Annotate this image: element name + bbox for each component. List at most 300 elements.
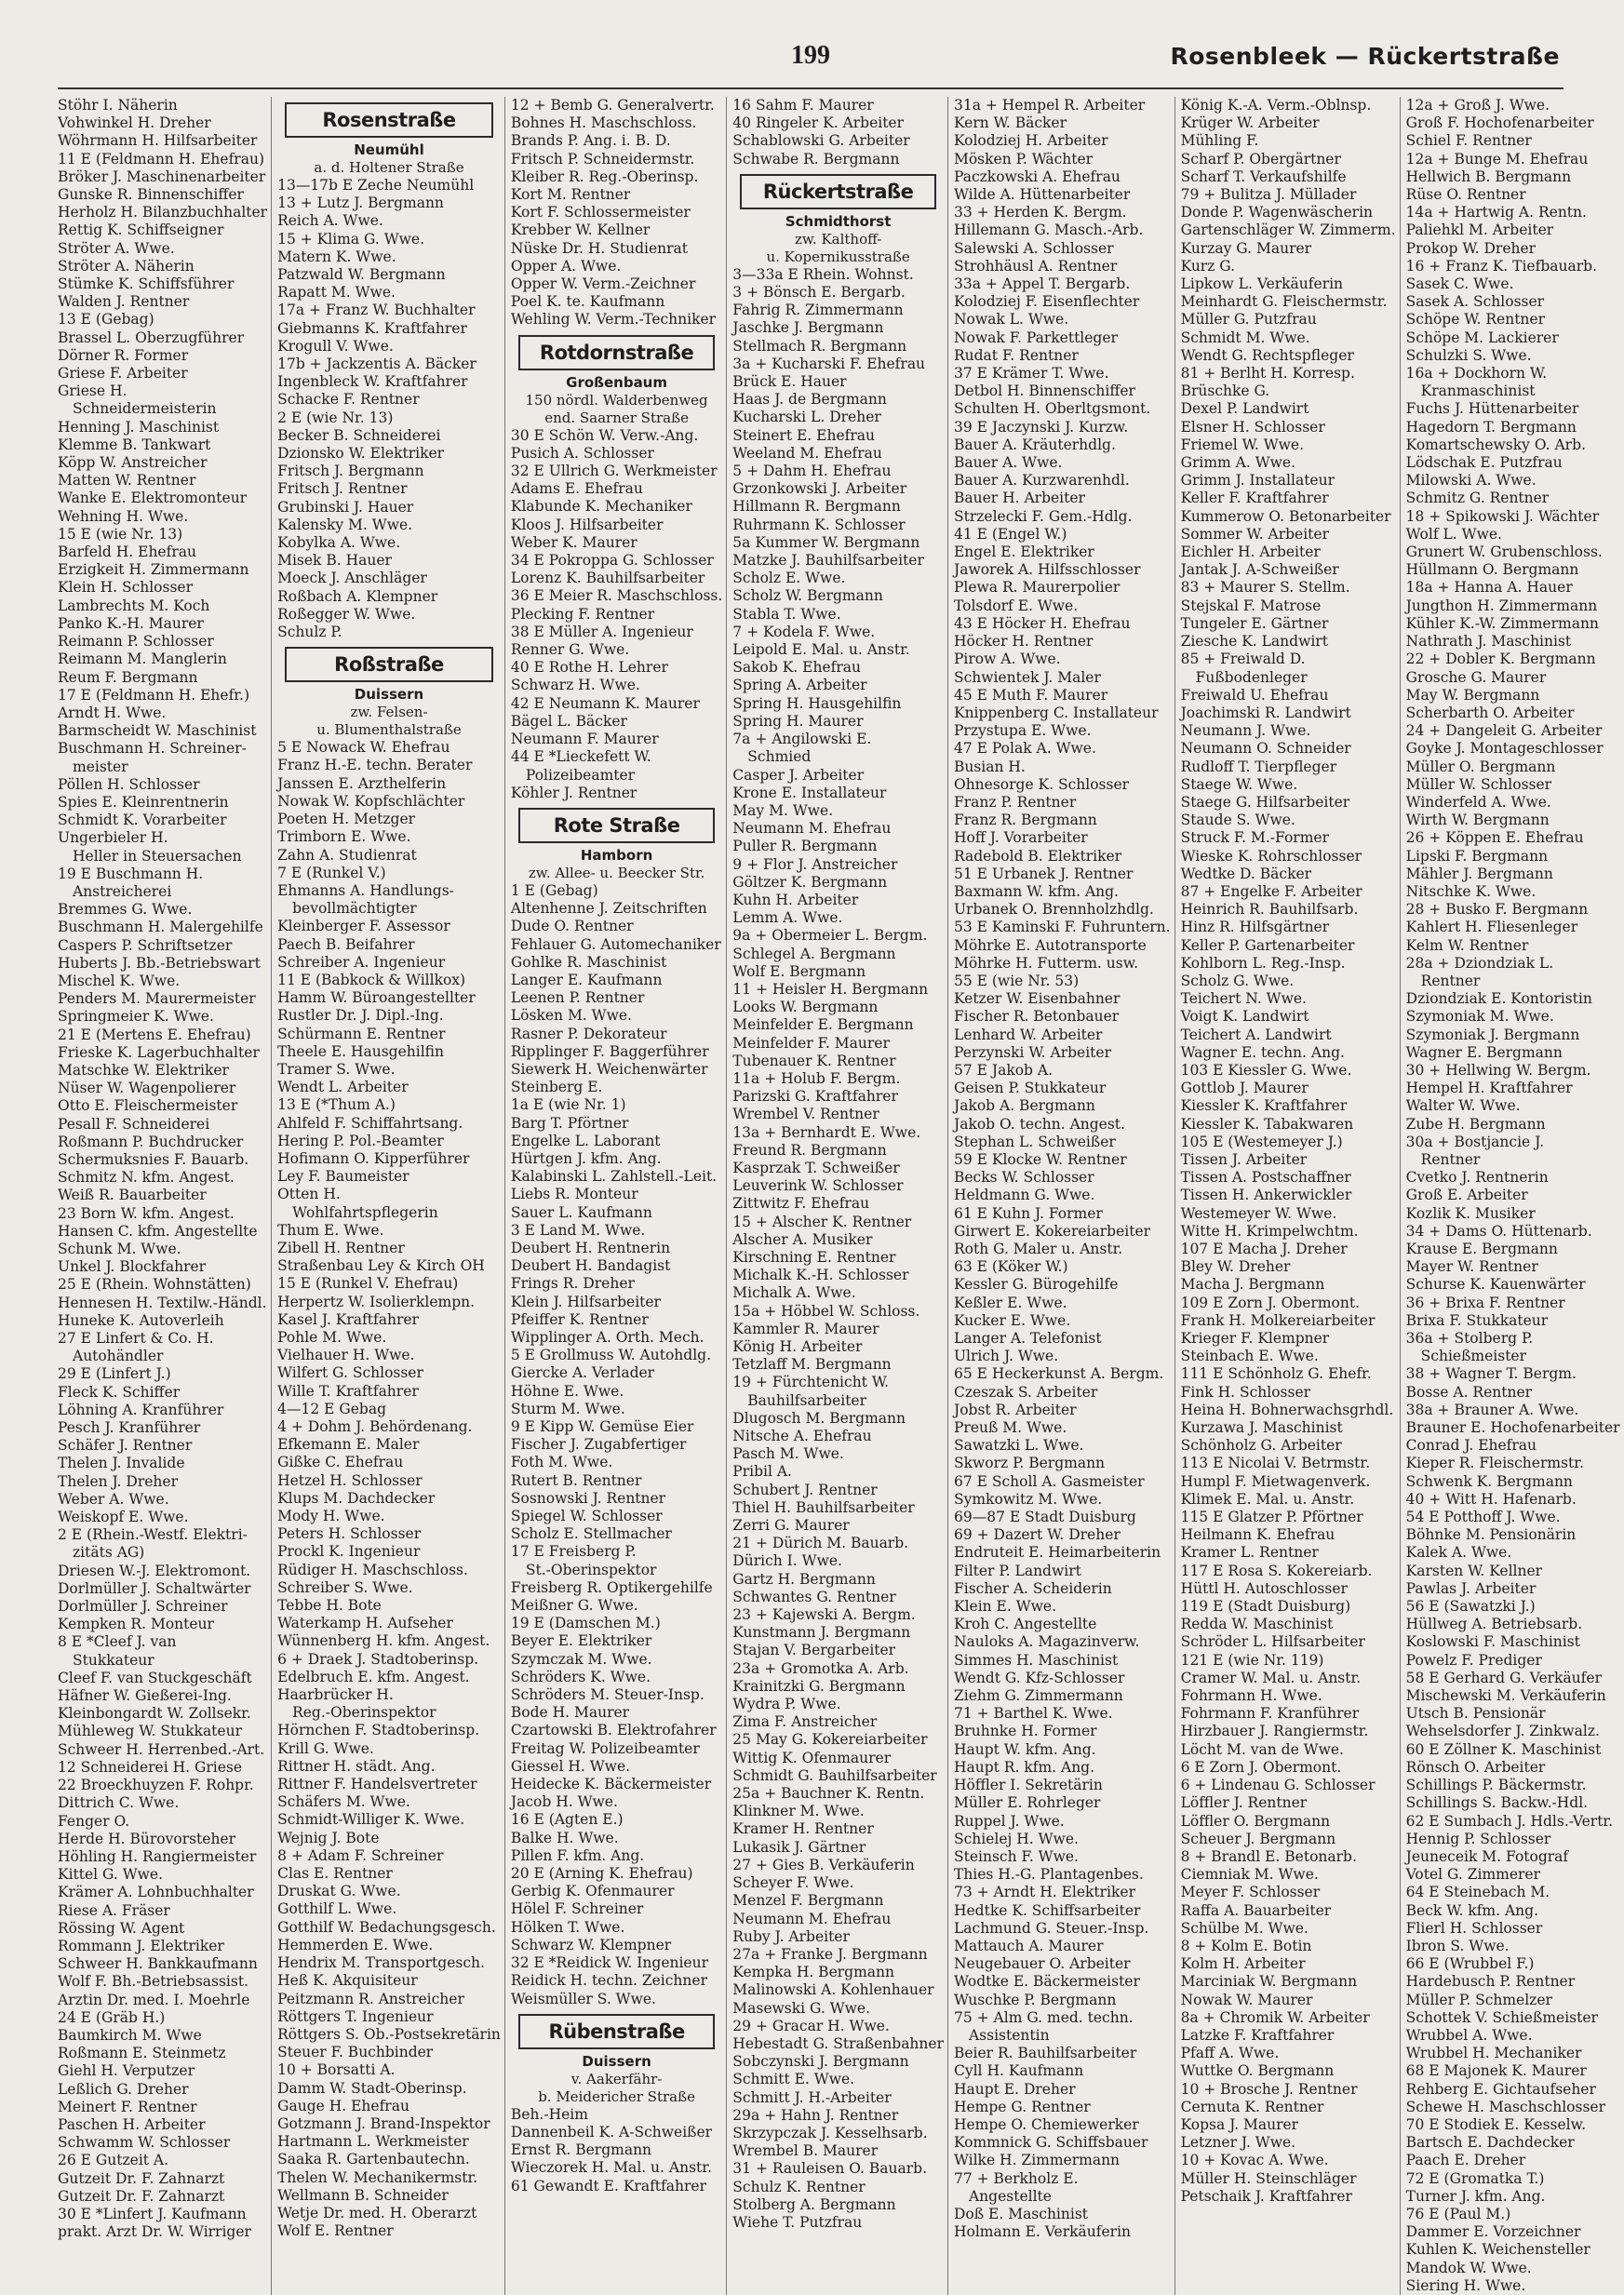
directory-entry: Thies H.-G. Plantagenbes.	[953, 1866, 1144, 1884]
directory-entry: 38 + Wagner T. Bergm.	[1405, 1365, 1577, 1383]
directory-column	[277, 97, 505, 2295]
directory-entry: Schmidt M. Wwe.	[1180, 329, 1310, 346]
directory-entry: Wilde A. Hüttenarbeiter	[953, 186, 1131, 204]
directory-entry: Erzigkeit H. Zimmermann	[58, 561, 249, 579]
directory-entry: Tungeler E. Gärtner	[1180, 614, 1329, 632]
directory-entry: Rönsch O. Arbeiter	[1405, 1758, 1546, 1776]
directory-entry: Scholz E. Stellmacher	[510, 1525, 672, 1543]
directory-entry: Deubert H. Rentnerin	[510, 1239, 671, 1256]
directory-entry: Freitag W. Polizeibeamter	[510, 1739, 700, 1757]
directory-entry: Siewerk H. Weichenwärter	[510, 1060, 708, 1078]
directory-entry: Matten W. Rentner	[58, 472, 196, 490]
directory-entry: Dlugosch M. Bergmann	[732, 1409, 906, 1427]
directory-entry: Hürtgen J. kfm. Ang.	[510, 1149, 662, 1167]
directory-entry: 5 + Dahm H. Ehefrau	[732, 463, 892, 480]
directory-entry: Köhler J. Rentner	[510, 784, 638, 801]
directory-entry: Votel G. Zimmerer	[1405, 1866, 1541, 1884]
directory-entry: meister	[73, 758, 128, 775]
directory-entry: 56 E (Sawatzki J.)	[1405, 1598, 1536, 1616]
directory-entry: Hinz R. Hilfsgärtner	[1180, 919, 1330, 936]
directory-entry: Salewski A. Schlosser	[953, 239, 1114, 257]
directory-entry: Huneke K. Autoverleih	[58, 1311, 224, 1329]
directory-entry: Gauge H. Ehefrau	[277, 2097, 409, 2114]
directory-entry: Poeten H. Metzger	[277, 811, 416, 828]
directory-entry: 19 + Fürchtenicht W.	[732, 1374, 889, 1391]
directory-entry: 2 E (wie Nr. 13)	[277, 409, 394, 426]
directory-entry: Hillmann R. Bergmann	[732, 498, 901, 516]
directory-entry: Lenhard W. Arbeiter	[953, 1026, 1103, 1043]
directory-entry: Wünnenberg H. kfm. Angest.	[277, 1632, 490, 1650]
directory-entry: Schubert J. Rentner	[732, 1481, 878, 1498]
directory-entry: Hemmerden E. Wwe.	[277, 1936, 434, 1953]
directory-entry: Jungthon H. Zimmermann	[1405, 597, 1598, 614]
directory-entry: Baxmann W. kfm. Ang.	[953, 882, 1119, 900]
directory-entry: Spring H. Hausgehilfin	[732, 694, 902, 712]
directory-entry: 37 E Krämer T. Wwe.	[953, 365, 1109, 382]
directory-entry: Wetje Dr. med. H. Oberarzt	[277, 2204, 477, 2221]
directory-entry: Klein E. Wwe.	[953, 1598, 1057, 1616]
directory-entry: Schießmeister	[1420, 1348, 1527, 1365]
directory-entry: 40 E Rothe H. Lehrer	[510, 659, 668, 677]
directory-entry: Mösken P. Wächter	[953, 150, 1094, 168]
directory-entry: Misek B. Hauer	[277, 552, 392, 570]
directory-entry: Franz P. Rentner	[953, 793, 1077, 811]
directory-entry: Sasek A. Schlosser	[1405, 293, 1545, 311]
directory-entry: 34 + Dams O. Hüttenarb.	[1405, 1222, 1592, 1240]
directory-entry: Fischer A. Scheiderin	[953, 1579, 1112, 1597]
directory-entry: Friemel W. Wwe.	[1180, 436, 1305, 453]
directory-entry: Langer E. Kaufmann	[510, 971, 663, 988]
directory-entry: Teichert N. Wwe.	[1180, 990, 1307, 1008]
directory-entry: Kroh C. Angestellte	[953, 1616, 1097, 1633]
directory-entry: Nüser W. Wagenpolierer	[58, 1080, 236, 1097]
directory-entry: Hüllweg A. Betriebsarb.	[1405, 1616, 1583, 1633]
directory-entry: 15 + Alscher K. Rentner	[732, 1213, 912, 1230]
directory-entry: Girwert E. Kokereiarbeiter	[953, 1222, 1151, 1240]
directory-entry: Roßmann P. Buchdrucker	[58, 1133, 244, 1150]
directory-entry: 26 + Köppen E. Ehefrau	[1405, 829, 1584, 847]
directory-entry: König K.-A. Verm.-Oblnsp.	[1180, 97, 1372, 114]
directory-entry: Baumkirch M. Wwe	[58, 2026, 202, 2044]
directory-entry: Rüdiger H. Maschschloss.	[277, 1561, 468, 1578]
directory-entry: Macha J. Bergmann	[1180, 1276, 1325, 1294]
directory-entry: Spring H. Maurer	[732, 712, 864, 730]
directory-entry: Nowak F. Parkettleger	[953, 329, 1118, 346]
directory-entry: Henning J. Maschinist	[58, 418, 220, 436]
directory-entry: Trimborn E. Wwe.	[277, 828, 411, 846]
directory-entry: Malinowski A. Kohlenhauer	[732, 1981, 934, 1999]
directory-entry: Brüschke G.	[1180, 382, 1270, 400]
directory-entry: 77 + Berkholz E.	[953, 2169, 1079, 2187]
directory-entry: Skworz P. Bergmann	[953, 1455, 1106, 1472]
directory-entry: Ulrich J. Wwe.	[953, 1348, 1059, 1365]
directory-entry: Peters H. Schlosser	[277, 1525, 422, 1543]
directory-entry: Pöllen H. Schlosser	[58, 775, 200, 793]
directory-entry: Wolf E. Rentner	[277, 2222, 394, 2240]
directory-entry: Hempel H. Kraftfahrer	[1405, 1080, 1573, 1097]
directory-entry: Barg T. Pförtner	[510, 1114, 629, 1132]
directory-entry: 9a + Obermeier L. Bergm.	[732, 927, 928, 945]
directory-entry: Sauer L. Kaufmann	[510, 1203, 652, 1221]
directory-entry: Pillen F. kfm. Ang.	[510, 1846, 645, 1864]
directory-entry: 13 E (*Thum A.)	[277, 1096, 396, 1114]
directory-entry: Jantak J. A-Schweißer	[1180, 561, 1339, 579]
page-header	[58, 41, 1564, 89]
directory-entry: Scheyer F. Wwe.	[732, 1874, 854, 1892]
directory-entry: Menzel F. Bergmann	[732, 1892, 884, 1910]
directory-entry: Steuer F. Buchbinder	[277, 2044, 434, 2061]
directory-entry: Langer A. Telefonist	[953, 1330, 1102, 1348]
directory-entry: Koslowski F. Maschinist	[1405, 1633, 1580, 1651]
directory-entry: Schmidt G. Bauhilfsarbeiter	[732, 1766, 937, 1784]
directory-entry: Unkel J. Blockfahrer	[58, 1258, 207, 1276]
directory-entry: Wendt G. Kfz-Schlosser	[953, 1669, 1125, 1686]
directory-entry: Wieske K. Rohrschlosser	[1180, 847, 1362, 865]
directory-entry: Paczkowski A. Ehefrau	[953, 168, 1121, 185]
directory-entry: Klein H. Schlosser	[58, 579, 194, 597]
directory-entry: Rapatt M. Wwe.	[277, 284, 396, 302]
directory-entry: 7a + Angilowski E.	[732, 731, 872, 748]
directory-entry: Weber A. Wwe.	[58, 1490, 169, 1508]
directory-entry: Penders M. Maurermeister	[58, 990, 256, 1008]
directory-entry: Kopsa J. Maurer	[1180, 2115, 1299, 2133]
directory-entry: Turner J. kfm. Ang.	[1405, 2187, 1546, 2205]
directory-entry: Stabla T. Wwe.	[732, 605, 841, 623]
directory-entry: Kittel G. Wwe.	[58, 1866, 164, 1884]
directory-entry: 12a + Bunge M. Ehefrau	[1405, 150, 1589, 168]
directory-entry: Höcker H. Rentner	[953, 633, 1094, 651]
directory-entry: Wille T. Kraftfahrer	[277, 1382, 419, 1400]
directory-entry: 6 + Draek J. Stadtoberinsp.	[277, 1650, 479, 1668]
directory-entry: Sommer W. Arbeiter	[1180, 525, 1329, 543]
directory-entry: Pasch M. Wwe.	[732, 1445, 844, 1463]
directory-entry: Beh.-Heim	[510, 2105, 588, 2123]
directory-entry: Kalensky M. Wwe.	[277, 516, 413, 533]
directory-entry: Witte H. Krimpelwchtm.	[1180, 1222, 1359, 1240]
directory-entry: Thelen W. Mechanikermstr.	[277, 2168, 478, 2186]
directory-entry: Schneidermeisterin	[73, 400, 217, 418]
directory-entry: Sobczynski J. Bergmann	[732, 2053, 909, 2071]
directory-entry: Pohle M. Wwe.	[277, 1328, 387, 1346]
directory-entry: 17 E Freisberg P.	[510, 1543, 637, 1561]
directory-entry: Arztin Dr. med. I. Moehrle	[58, 1991, 250, 2008]
directory-entry: Ketzer W. Eisenbahner	[953, 990, 1121, 1008]
directory-entry: Schewe H. Maschschlosser	[1405, 2098, 1605, 2115]
directory-entry: Thelen J. Dreher	[58, 1472, 178, 1490]
directory-entry: Bley W. Dreher	[1180, 1258, 1291, 1276]
directory-entry: 27a + Franke J. Bergmann	[732, 1945, 928, 1963]
directory-entry: Adams E. Ehefrau	[510, 480, 643, 498]
directory-entry: Haupt R. kfm. Ang.	[953, 1758, 1095, 1776]
directory-entry: 44 E *Lieckefett W.	[510, 748, 651, 766]
directory-entry: Wrubbel A. Wwe.	[1405, 2026, 1533, 2044]
directory-entry: Weiskopf E. Wwe.	[58, 1509, 189, 1526]
directory-entry: 105 E (Westemeyer J.)	[1180, 1133, 1343, 1150]
directory-entry: Schwarz H. Wwe.	[510, 677, 640, 694]
directory-entry: Schmitt E. Wwe.	[732, 2071, 855, 2088]
directory-entry: Patzwald W. Bergmann	[277, 266, 446, 284]
directory-entry: Krieger F. Klempner	[1180, 1330, 1330, 1348]
directory-entry: Dammer E. Vorzeichner	[1405, 2223, 1581, 2241]
directory-entry: Wohlfahrtspflegerin	[292, 1203, 438, 1221]
directory-entry: May W. Bergmann	[1405, 686, 1540, 704]
directory-entry: Becks W. Schlosser	[953, 1169, 1094, 1187]
directory-entry: Stümke K. Schiffsführer	[58, 275, 235, 293]
directory-entry: Schweer H. Bankkaufmann	[58, 1955, 258, 1973]
directory-entry: Kalabinski L. Zahlstell.-Leit.	[510, 1168, 718, 1186]
directory-entry: Hendrix M. Transportgesch.	[277, 1954, 485, 1972]
directory-entry: Wydra P. Wwe.	[732, 1696, 841, 1713]
directory-entry: Roßegger W. Wwe.	[277, 605, 416, 623]
directory-entry: 21 E (Mertens E. Ehefrau)	[58, 1026, 251, 1043]
directory-entry: Arndt H. Wwe.	[58, 704, 167, 721]
directory-entry: 36 E Meier R. Maschschloss.	[510, 587, 723, 605]
directory-entry: 5a Kummer W. Bergmann	[732, 533, 920, 551]
directory-entry: Wiehe T. Putzfrau	[732, 2213, 863, 2231]
directory-entry: Schottek V. Schießmeister	[1405, 2008, 1598, 2026]
directory-entry: Löhning A. Kranführer	[58, 1401, 224, 1418]
directory-entry: Czeszak S. Arbeiter	[953, 1383, 1098, 1401]
directory-entry: Hardebusch P. Rentner	[1405, 1973, 1576, 1991]
directory-entry: Dannenbeil K. A-Schweißer	[510, 2123, 713, 2141]
directory-entry: Opper W. Verm.-Zeichner	[510, 275, 696, 293]
directory-entry: Marciniak W. Bergmann	[1180, 1973, 1358, 1991]
directory-entry: Brauner E. Hochofenarbeiter	[1405, 1419, 1620, 1437]
street-location: v. Aakerfähr-	[570, 2070, 663, 2087]
directory-entry: 61 E Kuhn J. Former	[953, 1204, 1103, 1222]
directory-entry: Mühling F.	[1180, 132, 1259, 150]
directory-entry: Giercke A. Verlader	[510, 1364, 655, 1382]
directory-entry: Hennig P. Schlosser	[1405, 1830, 1551, 1847]
directory-entry: Wolf E. Bergmann	[732, 962, 866, 980]
directory-entry: Meinfelder F. Maurer	[732, 1034, 890, 1052]
directory-entry: 59 E Klocke W. Rentner	[953, 1150, 1127, 1168]
directory-entry: 38 E Müller A. Ingenieur	[510, 623, 693, 640]
directory-entry: Reum F. Bergmann	[58, 668, 198, 686]
directory-entry: Damm W. Stadt-Oberinsp.	[277, 2079, 467, 2097]
directory-entry: Kirschning E. Rentner	[732, 1248, 896, 1266]
directory-entry: 30a + Bostjancie J.	[1405, 1133, 1545, 1150]
directory-entry: Meyer F. Schlosser	[1180, 1884, 1321, 1901]
directory-entry: 11 E (Babkock & Willkox)	[277, 971, 466, 988]
directory-entry: Mayer W. Rentner	[1405, 1258, 1538, 1276]
directory-entry: Klinkner M. Wwe.	[732, 1803, 865, 1820]
directory-entry: Jeuneceik M. Fotograf	[1405, 1847, 1569, 1865]
directory-entry: Kern W. Bäcker	[953, 114, 1067, 132]
directory-entry: 25a + Bauchner K. Rentn.	[732, 1785, 925, 1803]
directory-entry: Giebmanns K. Kraftfahrer	[277, 319, 467, 337]
directory-entry: Hetzel H. Schlosser	[277, 1471, 423, 1489]
directory-entry: Stellmach R. Bergmann	[732, 337, 907, 355]
directory-entry: Hüttl H. Autoschlosser	[1180, 1579, 1348, 1597]
running-head: Rosenbleek — Rückertstraße	[1170, 43, 1560, 70]
directory-entry: 87 + Engelke F. Arbeiter	[1180, 882, 1362, 900]
directory-entry: Böhnke M. Pensionärin	[1405, 1526, 1577, 1544]
directory-entry: Liebs R. Monteur	[510, 1186, 638, 1203]
directory-entry: Hölel F. Schreiner	[510, 1900, 644, 1918]
directory-entry: Waterkamp H. Aufseher	[277, 1615, 453, 1632]
directory-entry: Gartenschläger W. Zimmerm.	[1180, 221, 1396, 239]
directory-entry: 30 + Hellwing W. Bergm.	[1405, 1061, 1591, 1079]
directory-entry: Müller H. Steinschläger	[1180, 2169, 1357, 2187]
directory-entry: Hempe G. Rentner	[953, 2098, 1091, 2115]
directory-entry: Struck F. M.-Former	[1180, 829, 1329, 847]
directory-entry: 51 E Urbanek J. Rentner	[953, 865, 1134, 882]
directory-entry: 23 Born W. kfm. Angest.	[58, 1204, 235, 1222]
directory-entry: Pfeiffer K. Rentner	[510, 1310, 649, 1328]
directory-entry: Ruppel J. Wwe.	[953, 1812, 1065, 1830]
directory-entry: Paech B. Beifahrer	[277, 935, 415, 953]
directory-entry: Schmidt K. Vorarbeiter	[58, 812, 227, 829]
directory-entry: Wendt G. Rechtspfleger	[1180, 346, 1354, 364]
directory-entry: Preuß M. Wwe.	[953, 1419, 1067, 1437]
directory-entry: Lambrechts M. Koch	[58, 597, 210, 614]
directory-entry: Zittwitz F. Ehefrau	[732, 1195, 870, 1213]
directory-entry: 28 + Busko F. Bergmann	[1405, 901, 1589, 919]
directory-entry: Ripplinger F. Baggerführer	[510, 1042, 709, 1060]
directory-entry: 3a + Kucharski F. Ehefrau	[732, 355, 926, 372]
directory-entry: Steinsch F. Wwe.	[953, 1847, 1079, 1865]
directory-entry: 40 Ringeler K. Arbeiter	[732, 114, 905, 132]
directory-entry: Weber K. Maurer	[510, 533, 638, 551]
street-heading: Rückertstraße	[740, 174, 936, 209]
directory-entry: Casper J. Arbeiter	[732, 766, 865, 784]
street-heading: Rotdornstraße	[518, 335, 715, 370]
directory-entry: Jaschke J. Bergmann	[732, 319, 884, 337]
directory-entry: Hoff J. Vorarbeiter	[953, 829, 1088, 847]
directory-entry: Kolodziej H. Arbeiter	[953, 132, 1108, 150]
directory-entry: Wendt L. Arbeiter	[277, 1079, 409, 1096]
directory-entry: Müller G. Putzfrau	[1180, 311, 1317, 329]
directory-entry: Hebestadt G. Straßenbahner	[732, 2034, 944, 2052]
directory-entry: Höhne E. Wwe.	[510, 1382, 624, 1400]
directory-entry: Hennesen H. Textilw.-Händl.	[58, 1294, 267, 1311]
directory-entry: Keller F. Kraftfahrer	[1180, 490, 1329, 507]
directory-entry: Wipplinger A. Orth. Mech.	[510, 1328, 705, 1346]
directory-entry: 34 E Pokroppa G. Schlosser	[510, 552, 714, 570]
directory-entry: Schulten H. Oberltgsmont.	[953, 400, 1151, 418]
directory-entry: 55 E (wie Nr. 53)	[953, 972, 1080, 989]
directory-entry: Jaworek A. Hilfsschlosser	[953, 561, 1141, 579]
directory-entry: Sasek C. Wwe.	[1405, 275, 1514, 293]
directory-entry: Heller in Steuersachen	[73, 847, 242, 865]
directory-entry: 79 + Bulitza J. Müllader	[1180, 186, 1357, 204]
directory-entry: Vohwinkel H. Dreher	[58, 114, 211, 132]
directory-entry: Rutert B. Rentner	[510, 1471, 642, 1489]
directory-entry: Haupt E. Dreher	[953, 2080, 1076, 2098]
directory-entry: Krainitzki G. Bergmann	[732, 1677, 906, 1695]
directory-entry: Perzynski W. Arbeiter	[953, 1043, 1111, 1061]
directory-entry: Detbol H. Binnenschiffer	[953, 382, 1135, 400]
directory-entry: Wellmann B. Schneider	[277, 2186, 449, 2204]
directory-entry: 23 + Kajewski A. Bergm.	[732, 1606, 916, 1624]
directory-entry: Lipkow L. Verkäuferin	[1180, 275, 1344, 293]
directory-entry: 17b + Jackzentis A. Bäcker	[277, 356, 476, 373]
directory-entry: Simmes H. Maschinist	[953, 1651, 1119, 1669]
directory-entry: Thiel H. Bauhilfsarbeiter	[732, 1498, 915, 1516]
directory-entry: Kommnick G. Schiffsbauer	[953, 2134, 1148, 2152]
directory-entry: Poel K. te. Kaufmann	[510, 293, 665, 311]
street-heading: Rübenstraße	[518, 2014, 715, 2049]
directory-entry: Kurz G.	[1180, 257, 1236, 275]
directory-entry: Strzelecki F. Gem.-Hdlg.	[953, 507, 1133, 525]
directory-entry: Szymoniak J. Bergmann	[1405, 1026, 1580, 1043]
directory-entry: 6 + Lindenau G. Schlosser	[1180, 1777, 1376, 1794]
directory-entry: 13 + Lutz J. Bergmann	[277, 195, 444, 212]
directory-entry: Kloos J. Hilfsarbeiter	[510, 516, 664, 533]
directory-entry: Möhrke E. Autotransporte	[953, 936, 1147, 954]
district-heading: Duissern	[354, 686, 424, 704]
directory-entry: Cleef F. van Stuckgeschäft	[58, 1669, 252, 1686]
directory-entry: Gutzeit Dr. F. Zahnarzt	[58, 2169, 225, 2187]
directory-entry: 17 E (Feldmann H. Ehefr.)	[58, 686, 249, 704]
directory-entry: Spiegel W. Schlosser	[510, 1508, 663, 1525]
directory-entry: 61 Gewandt E. Kraftfahrer	[510, 2177, 706, 2194]
directory-entry: Balke H. Wwe.	[510, 1829, 619, 1846]
directory-entry: Gerbig K. Ofenmaurer	[510, 1883, 675, 1900]
directory-entry: Grzonkowski J. Arbeiter	[732, 480, 907, 498]
directory-entry: Schmitz N. kfm. Angest.	[58, 1169, 235, 1187]
directory-entry: Jakob A. Bergmann	[953, 1097, 1095, 1115]
directory-entry: Symkowitz M. Wwe.	[953, 1490, 1103, 1508]
directory-column	[511, 97, 727, 2295]
directory-entry: Wedtke D. Bäcker	[1180, 865, 1312, 882]
directory-entry: 11 E (Feldmann H. Ehefrau)	[58, 150, 264, 168]
directory-entry: Wehselsdorfer J. Zinkwalz.	[1405, 1723, 1600, 1740]
directory-entry: Pribil A.	[732, 1463, 792, 1481]
directory-entry: Klimek E. Mal. u. Anstr.	[1180, 1490, 1355, 1508]
directory-entry: 1 E (Gebag)	[510, 881, 598, 899]
directory-entry: Pesall F. Schneiderei	[58, 1115, 210, 1133]
directory-entry: 15 + Klima G. Wwe.	[277, 230, 424, 248]
directory-entry: Kammler R. Maurer	[732, 1320, 879, 1337]
directory-entry: Matern K. Wwe.	[277, 248, 396, 265]
directory-entry: Cramer W. Mal. u. Anstr.	[1180, 1669, 1362, 1686]
directory-entry: Neumann M. Ehefrau	[732, 820, 892, 838]
directory-entry: Renner G. Wwe.	[510, 641, 630, 659]
directory-entry: Freisberg R. Optikergehilfe	[510, 1578, 713, 1596]
directory-entry: 119 E (Stadt Duisburg)	[1180, 1598, 1351, 1616]
directory-entry: 23a + Gromotka A. Arb.	[732, 1659, 909, 1677]
directory-entry: Häfner W. Gießerei-Ing.	[58, 1687, 232, 1705]
directory-entry: Rehberg E. Gichtaufseher	[1405, 2080, 1596, 2098]
directory-column	[732, 97, 948, 2295]
directory-entry: 31 + Rauleisen O. Bauarb.	[732, 2160, 928, 2178]
directory-entry: Huberts J. Bb.-Betriebswart	[58, 954, 261, 972]
directory-entry: 29a + Hahn J. Rentner	[732, 2106, 899, 2124]
directory-entry: Szymczak M. Wwe.	[510, 1650, 652, 1668]
directory-entry: Clas E. Rentner	[277, 1865, 393, 1883]
directory-entry: Schmied	[747, 748, 812, 766]
directory-entry: Höhling H. Rangiermeister	[58, 1847, 257, 1865]
directory-entry: Nathrath J. Maschinist	[1405, 633, 1572, 651]
directory-entry: Flierl H. Schlosser	[1405, 1919, 1543, 1937]
directory-entry: Mattauch A. Maurer	[953, 1937, 1104, 1954]
directory-entry: 24 E (Gräb H.)	[58, 2008, 166, 2026]
directory-entry: Meinfelder E. Bergmann	[732, 1016, 914, 1034]
directory-entry: Ströter A. Näherin	[58, 257, 195, 275]
directory-entry: Szymoniak M. Wwe.	[1405, 1008, 1554, 1026]
directory-entry: Tetzlaff M. Bergmann	[732, 1356, 892, 1374]
directory-entry: Rudloff T. Tierpfleger	[1180, 758, 1337, 775]
directory-entry: Nowak W. Kopfschlächter	[277, 792, 465, 810]
directory-entry: Tissen A. Postschaffner	[1180, 1169, 1351, 1187]
header-rule	[58, 87, 1564, 89]
directory-entry: 41 E (Engel W.)	[953, 525, 1067, 543]
directory-entry: Spies E. Kleinrentnerin	[58, 793, 229, 811]
directory-entry: Schillings S. Backw.-Hdl.	[1405, 1794, 1589, 1812]
district-heading: Duissern	[582, 2052, 651, 2070]
